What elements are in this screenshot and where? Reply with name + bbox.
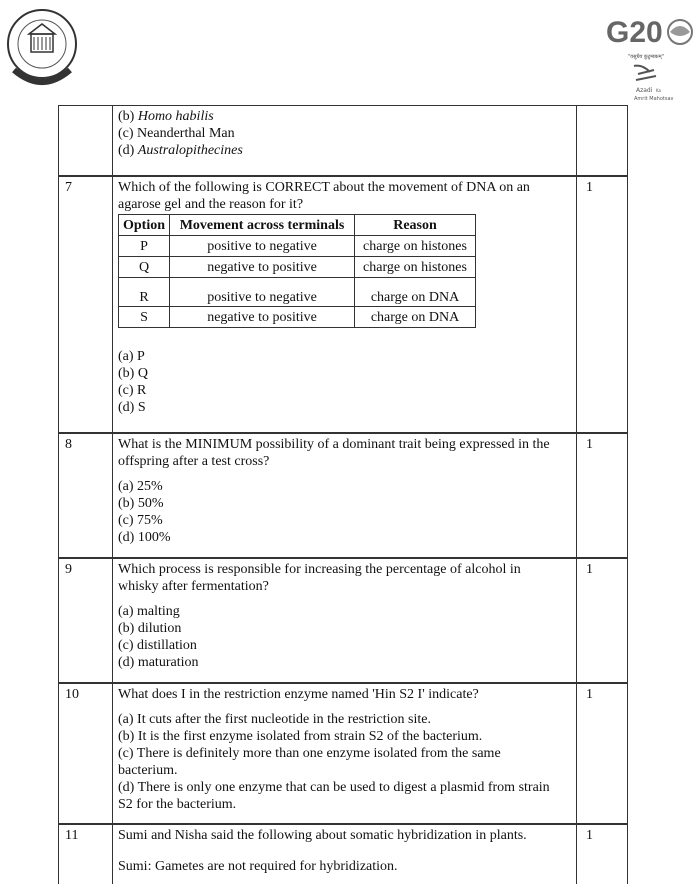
question-line: agarose gel and the reason for it? [118, 197, 304, 212]
option-table-cell: positive to negative [170, 278, 355, 307]
option-table-cell: R [119, 278, 170, 307]
option-table-cell: charge on histones [355, 236, 476, 257]
question-text [113, 434, 577, 557]
option-table-cell: P [119, 236, 170, 257]
table-row [58, 176, 628, 433]
question-number [59, 106, 113, 175]
option-line: (d) maturation [118, 655, 199, 670]
marks: 1 [586, 562, 593, 577]
question-line: Which of the following is CORRECT about the movement of DNA on an [118, 180, 530, 195]
option-line: (a) malting [118, 604, 180, 619]
option-line: (a) P [118, 349, 145, 364]
option-line: (c) There is definitely more than one enzyme isolated from the same [118, 746, 501, 761]
table-row [58, 558, 628, 683]
question-line: offspring after a test cross? [118, 454, 270, 469]
option-line: (b) It is the first enzyme isolated from strain S2 of the bacterium. [118, 729, 483, 744]
option-table-cell: negative to positive [170, 257, 355, 278]
option-line: (d) There is only one enzyme that can be used to digest a plasmid from strain [118, 780, 550, 795]
table-row [58, 433, 628, 558]
option-table-header: Movement across terminals [170, 215, 355, 236]
option-table-header: Reason [355, 215, 476, 236]
marks [577, 106, 627, 175]
option-table-cell: charge on DNA [355, 307, 476, 328]
question-text [113, 177, 577, 432]
option-line: Sumi: Gametes are not required for hybridization. [118, 859, 398, 874]
option-line: (a) It cuts after the first nucleotide in the restriction site. [118, 712, 431, 727]
option-line: (d) S [118, 400, 146, 415]
marks: 1 [586, 828, 593, 843]
option-line: (c) R [118, 383, 147, 398]
table-row [58, 683, 628, 824]
option-line: (d) 100% [118, 530, 171, 545]
question-number: 7 [59, 177, 113, 432]
azadi-line1: Azadi [636, 87, 653, 94]
question-line: What does I in the restriction enzyme named 'Hin S2 I' indicate? [118, 687, 479, 702]
azadi-line2: Ka [656, 88, 662, 93]
question-line: Which process is responsible for increasing the percentage of alcohol in [118, 562, 521, 577]
marks: 1 [586, 437, 593, 452]
question-line: whisky after fermentation? [118, 579, 269, 594]
option-table-cell: charge on histones [355, 257, 476, 278]
g20-logo-text: G20 [606, 16, 663, 49]
option-line: (b) Homo habilis [118, 109, 214, 124]
question-number: 11 [59, 825, 113, 884]
option-line: (d) Australopithecines [118, 143, 243, 158]
option-table-cell: charge on DNA [355, 278, 476, 307]
question-number: 8 [59, 434, 113, 557]
azadi-line3: Amrit Mahotsav [634, 96, 674, 102]
option-table-cell: Q [119, 257, 170, 278]
option-line: (c) 75% [118, 513, 163, 528]
option-line: (c) distillation [118, 638, 197, 653]
question-text [113, 825, 577, 884]
marks: 1 [586, 180, 593, 195]
option-table-header: Option [119, 215, 170, 236]
question-number: 9 [59, 559, 113, 682]
option-line: (b) dilution [118, 621, 182, 636]
marks: 1 [586, 687, 593, 702]
table-row [58, 824, 628, 884]
question-text [113, 559, 577, 682]
question-text [113, 684, 577, 823]
table-row [58, 105, 628, 176]
option-line: S2 for the bacterium. [118, 797, 237, 812]
option-table-cell: negative to positive [170, 307, 355, 328]
option-line: (a) 25% [118, 479, 163, 494]
option-table-cell: S [119, 307, 170, 328]
g20-logo [598, 10, 698, 106]
option-table-cell: positive to negative [170, 236, 355, 257]
option-line: (b) Q [118, 366, 148, 381]
option-line: (b) 50% [118, 496, 164, 511]
question-line: What is the MINIMUM possibility of a dominant trait being expressed in the [118, 437, 550, 452]
g20-subtitle: "वसुधैव कुटुम्बकम्" [628, 54, 664, 60]
option-line: bacterium. [118, 763, 178, 778]
question-text [113, 106, 577, 175]
question-line: Sumi and Nisha said the following about somatic hybridization in plants. [118, 828, 527, 843]
option-table [118, 214, 476, 328]
question-number: 10 [59, 684, 113, 823]
cbse-emblem-logo [4, 4, 80, 88]
option-line: (c) Neanderthal Man [118, 126, 235, 141]
